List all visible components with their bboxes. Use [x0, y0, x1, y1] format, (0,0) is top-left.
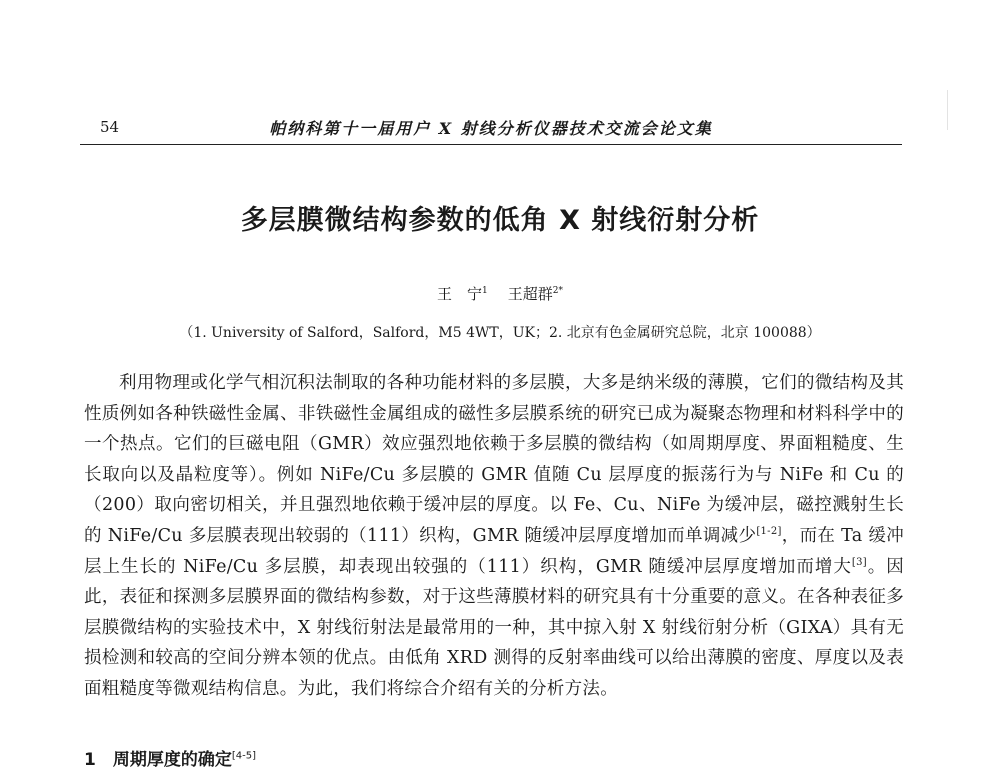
section-1-title: 1 周期厚度的确定: [84, 750, 232, 770]
author-2: 王超群: [507, 285, 553, 303]
page-number: 54: [100, 118, 120, 136]
author-2-affil-mark: 2*: [552, 286, 563, 296]
author-1: 王 宁: [437, 285, 483, 303]
intro-text-part-2: ，而在 Ta 缓冲层上生长的 NiFe/Cu 多层膜，却表现出较强的（111）织构，GMR 随缓冲层厚度增加而增大: [84, 525, 904, 577]
affiliation: （1. University of Salford，Salford，M5 4WT，UK；2. 北京有色金属研究总院，北京 100088）: [179, 325, 821, 341]
page-header: [80, 100, 902, 145]
intro-text-part-3: 。因此，表征和探测多层膜界面的微结构参数，对于这些薄膜材料的研究具有十分重要的意义。在各种表征多层膜微结构的实验技术中，X 射线衍射法是最常用的一种，其中掠入射 X 射线衍射分析（GIXA）具有无损检测和较高的空间分辨本领的优点。由低角 XRD 测得的反射率曲线可以给出薄膜的密度、厚度以及表面粗糙度等微观结构信息。为此，我们将综合介绍有关的分析方法。: [84, 556, 904, 699]
author-line: [0, 283, 1000, 304]
paper-title: 多层膜微结构参数的低角 X 射线衍射分析: [240, 205, 760, 236]
section-heading: [84, 745, 256, 770]
running-title: 帕纳科第十一届用户 X 射线分析仪器技术交流会论文集: [269, 119, 713, 138]
citation-1-2: [1-2]: [756, 526, 782, 538]
intro-paragraph: [84, 368, 904, 705]
intro-text-part-1: 利用物理或化学气相沉积法制取的各种功能材料的多层膜，大多是纳米级的薄膜，它们的微结构及其性质例如各种铁磁性金属、非铁磁性金属组成的磁性多层膜系统的研究已成为凝聚态物理和材料科学中的一个热点。它们的巨磁电阻（GMR）效应强烈地依赖于多层膜的微结构（如周期厚度、界面粗糙度、生长取向以及晶粒度等）。例如 NiFe/Cu 多层膜的 GMR 值随 Cu 层厚度的振荡行为与 NiFe 和 Cu 的（200）取向密切相关，并且强烈地依赖于缓冲层的厚度。以 Fe、Cu、NiFe 为缓冲层，磁控溅射生长的 NiFe/Cu 多层膜表现出较弱的（111）织构，GMR 随缓冲层厚度增加而单调减少: [84, 373, 904, 546]
author-1-affil-mark: 1: [482, 286, 488, 296]
citation-4-5: [4-5]: [231, 750, 256, 762]
citation-3: [3]: [851, 556, 867, 568]
scan-edge-mark: [947, 90, 948, 130]
